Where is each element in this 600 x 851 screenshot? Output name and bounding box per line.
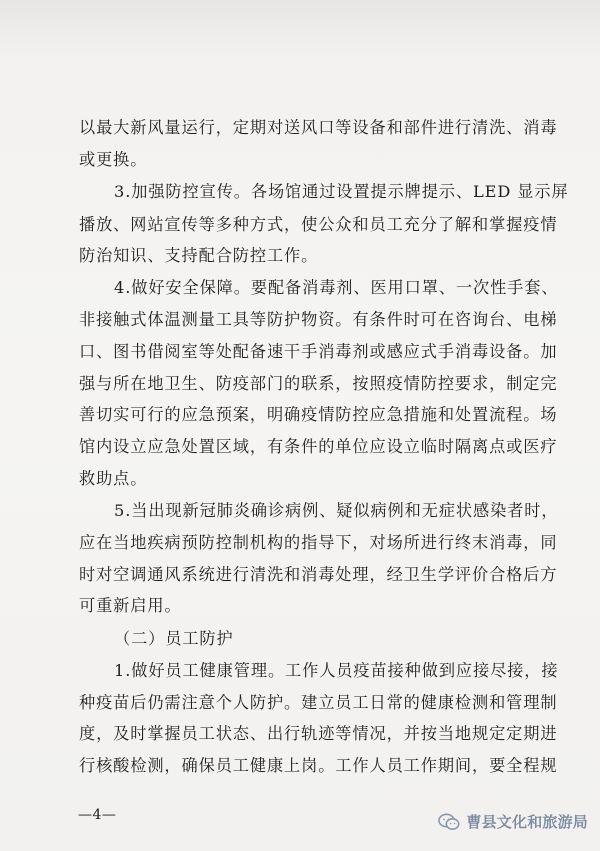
body-line: 3.加强防控宣传。各场馆通过设置提示牌提示、LED 显示屏 [114,182,569,201]
body-line: 1.做好员工健康管理。工作人员疫苗接种做到应接尽接，接 [114,661,559,680]
body-line: 度，及时掌握员工状态、出行轨迹等情况，并按当地规定定期进 [79,724,558,743]
body-line: 救助点。 [79,469,148,488]
body-line: 强与所在地卫生、防疫部门的联系，按照疫情防控要求，制定完 [79,374,558,393]
body-line: 应在当地疾病预防控制机构的指导下，对场所进行终末消毒，同 [79,533,558,552]
body-line: 善切实可行的应急预案，明确疫情防控应急措施和处置流程。场 [79,405,558,424]
body-line: 或更换。 [79,150,148,169]
body-line: 种疫苗后仍需注意个人防护。建立员工日常的健康检测和管理制 [79,693,558,712]
body-line: 行核酸检测，确保员工健康上岗。工作人员工作期间，要全程规 [79,756,558,775]
page-number: —4— [78,807,117,823]
body-line: 防治知识、支持配合防控工作。 [79,246,319,265]
section-heading: （二）员工防护 [114,629,234,648]
body-line: 以最大新风量运行，定期对送风口等设备和部件进行清洗、消毒 [79,118,558,137]
body-line: 时对空调通风系统进行清洗和消毒处理，经卫生学评价合格后方 [79,565,558,584]
body-line: 可重新启用。 [79,596,182,615]
body-line: 5.当出现新冠肺炎确诊病例、疑似病例和无症状感染者时， [114,501,559,520]
source-watermark [438,811,588,832]
watermark-text: 曹县文化和旅游局 [466,813,588,831]
body-line: 非接触式体温测量工具等防护物资。有条件时可在咨询台、电梯 [79,310,558,329]
body-line: 播放、网站宣传等多种方式，使公众和员工充分了解和掌握疫情 [79,215,558,234]
wechat-icon [438,813,460,831]
body-line: 4.做好安全保障。要配备消毒剂、医用口罩、一次性手套、 [114,278,559,297]
body-line: 馆内设立应急处置区域，有条件的单位应设立临时隔离点或医疗 [79,437,558,456]
body-line: 口、图书借阅室等处配备速干手消毒剂或感应式手消毒设备。加 [79,342,558,361]
